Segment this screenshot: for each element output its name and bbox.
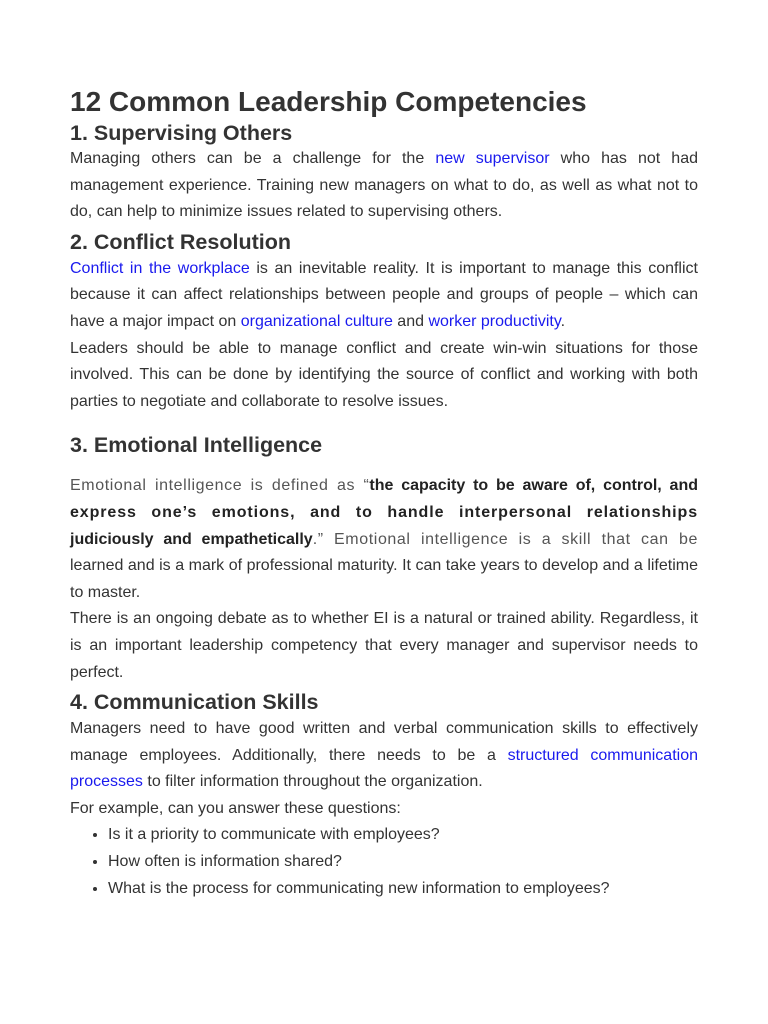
text: .” Emotional intelligence is a skill that can be [312,530,698,548]
text: is an inevitable reality. It is important to manage this conflict because it can affect relationships between people and groups of people – which can have a major impact on [70,259,698,330]
text: Managing others can be a challenge for the [70,150,436,167]
heading-communication-skills: 4. Communication Skills [70,690,319,715]
link-structured-communication-processes[interactable]: structured communication processes [70,746,699,791]
list-item: • What is the process for communicating new information to employees? [108,876,698,903]
paragraph-communication-2: For example, can you answer these questions: [70,799,401,817]
quote-text: express one’s emotions, and to handle interpersonal relationships [70,503,698,521]
question-list [70,822,698,902]
paragraph-conflict-2: Leaders should be able to manage conflict and create win-win situations for those involved. This can be done by identifying the source of conflict and working with both parties to negotiate and collaborate to resolve issues. [70,339,698,410]
text: who has not had management experience. Training new managers on what to do, as well as what not to do, can help to minimize issues related to supervising others. [70,150,698,221]
text: learned and is a mark of professional maturity. It can take years to develop and a lifetime to master. [70,557,698,601]
list-item: • How often is information shared? [108,849,698,876]
heading-conflict-resolution: 2. Conflict Resolution [70,229,291,254]
paragraph-communication-1 [70,716,698,796]
text: to filter information throughout the organization. [142,773,483,791]
page-title: 12 Common Leadership Competencies [70,86,587,117]
heading-supervising-others: 1. Supervising Others [70,121,293,145]
list-item: • Is it a priority to communicate with employees? [108,822,698,849]
paragraph-conflict-1 [70,256,698,336]
link-worker-productivity[interactable]: worker productivity [428,312,561,330]
text: Emotional intelligence is defined as “ [70,477,370,495]
link-new-supervisor[interactable]: new supervisor [435,150,550,167]
text: and [392,312,429,330]
link-organizational-culture[interactable]: organizational culture [240,312,393,330]
text: . [560,312,566,330]
document-page [70,84,698,902]
text: Managers need to have good written and verbal communication skills to effectively manage employees. Additionally, there needs to be a [70,720,698,764]
link-conflict-in-the-workplace[interactable]: Conflict in the workplace [70,259,250,277]
paragraph-emotional-intelligence-2: There is an ongoing debate as to whether EI is a natural or trained ability. Regardless, it is an important leadership competency that every manager and supervisor needs to perfect. [70,610,698,681]
paragraph-supervising-others [70,146,698,226]
heading-emotional-intelligence: 3. Emotional Intelligence [70,433,323,458]
paragraph-emotional-intelligence-1 [70,473,698,606]
quote-text: the capacity to be aware of, control, and [369,477,699,495]
quote-text: judiciously and empathetically [70,530,313,548]
